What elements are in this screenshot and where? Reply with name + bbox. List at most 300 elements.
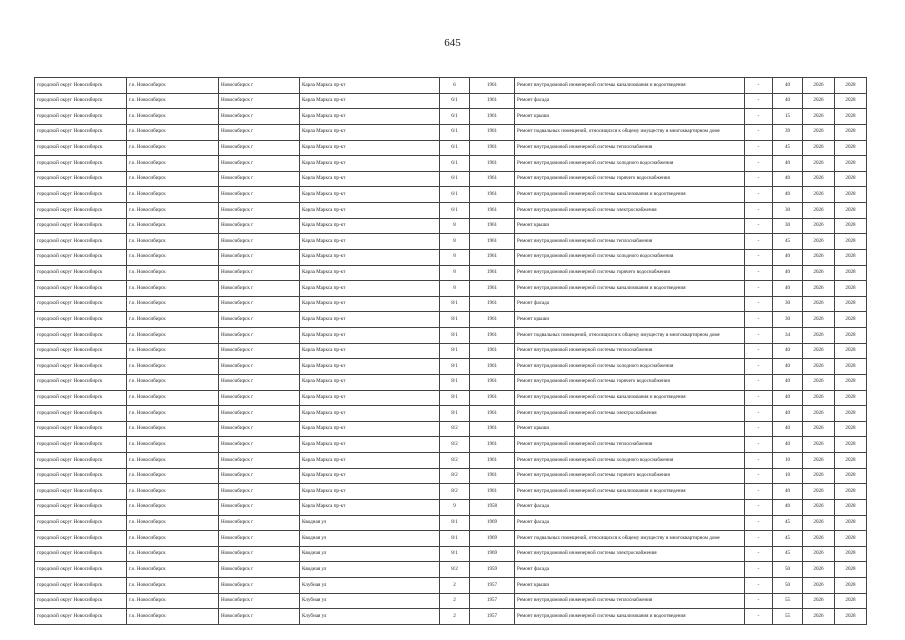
end-year-cell: 2028 xyxy=(835,593,867,609)
end-year-cell: 2028 xyxy=(835,218,867,234)
settlement-cell: Новосибирск г xyxy=(219,140,300,156)
table-row xyxy=(35,421,867,437)
start-year-cell: 2026 xyxy=(803,312,835,328)
street-cell: Карла Маркса пр-кт xyxy=(300,499,440,515)
district-cell: г.о. Новосибирск xyxy=(127,453,219,469)
end-year-cell: 2028 xyxy=(835,281,867,297)
build-year-cell: 1961 xyxy=(470,406,515,422)
work-type-cell: Ремонт внутридомовой инженерной системы электроснабжения xyxy=(515,546,745,562)
municipality-cell: городской округ Новосибирск xyxy=(35,390,127,406)
street-cell: Карла Маркса пр-кт xyxy=(300,171,440,187)
settlement-cell: Новосибирск г xyxy=(219,203,300,219)
district-cell: г.о. Новосибирск xyxy=(127,328,219,344)
work-type-cell: Ремонт крыши xyxy=(515,312,745,328)
house-number-cell: 6 xyxy=(440,78,470,94)
build-year-cell: 1961 xyxy=(470,109,515,125)
district-cell: г.о. Новосибирск xyxy=(127,249,219,265)
street-cell: Кводная ул xyxy=(300,531,440,547)
percent-cell: 30 xyxy=(773,312,803,328)
district-cell: г.о. Новосибирск xyxy=(127,437,219,453)
end-year-cell: 2028 xyxy=(835,343,867,359)
end-year-cell: 2028 xyxy=(835,515,867,531)
municipality-cell: городской округ Новосибирск xyxy=(35,78,127,94)
end-year-cell: 2028 xyxy=(835,187,867,203)
settlement-cell: Новосибирск г xyxy=(219,78,300,94)
district-cell: г.о. Новосибирск xyxy=(127,234,219,250)
work-type-cell: Ремонт крыши xyxy=(515,578,745,594)
start-year-cell: 2026 xyxy=(803,531,835,547)
house-number-cell: 6/1 xyxy=(440,109,470,125)
start-year-cell: 2026 xyxy=(803,171,835,187)
table-row xyxy=(35,203,867,219)
percent-cell: 40 xyxy=(773,499,803,515)
percent-cell: 40 xyxy=(773,281,803,297)
start-year-cell: 2026 xyxy=(803,140,835,156)
end-year-cell: 2028 xyxy=(835,249,867,265)
house-number-cell: 8 xyxy=(440,218,470,234)
municipality-cell: городской округ Новосибирск xyxy=(35,187,127,203)
table-row xyxy=(35,593,867,609)
district-cell: г.о. Новосибирск xyxy=(127,531,219,547)
district-cell: г.о. Новосибирск xyxy=(127,484,219,500)
end-year-cell: 2028 xyxy=(835,109,867,125)
build-year-cell: 1961 xyxy=(470,203,515,219)
street-cell: Карла Маркса пр-кт xyxy=(300,187,440,203)
end-year-cell: 2028 xyxy=(835,234,867,250)
percent-cell: 40 xyxy=(773,78,803,94)
municipality-cell: городской округ Новосибирск xyxy=(35,203,127,219)
start-year-cell: 2026 xyxy=(803,203,835,219)
settlement-cell: Новосибирск г xyxy=(219,359,300,375)
end-year-cell: 2028 xyxy=(835,359,867,375)
percent-cell: 40 xyxy=(773,343,803,359)
end-year-cell: 2028 xyxy=(835,328,867,344)
municipality-cell: городской округ Новосибирск xyxy=(35,359,127,375)
table-row xyxy=(35,124,867,140)
settlement-cell: Новосибирск г xyxy=(219,281,300,297)
work-type-cell: Ремонт внутридомовой инженерной системы холодного водоснабжения xyxy=(515,359,745,375)
placeholder-cell: - xyxy=(745,374,773,390)
street-cell: Карла Маркса пр-кт xyxy=(300,374,440,390)
percent-cell: 50 xyxy=(773,578,803,594)
start-year-cell: 2026 xyxy=(803,124,835,140)
percent-cell: 10 xyxy=(773,468,803,484)
build-year-cell: 1961 xyxy=(470,140,515,156)
placeholder-cell: - xyxy=(745,93,773,109)
settlement-cell: Новосибирск г xyxy=(219,453,300,469)
table-row xyxy=(35,499,867,515)
house-number-cell: 8/1 xyxy=(440,296,470,312)
start-year-cell: 2026 xyxy=(803,406,835,422)
start-year-cell: 2026 xyxy=(803,249,835,265)
settlement-cell: Новосибирск г xyxy=(219,593,300,609)
district-cell: г.о. Новосибирск xyxy=(127,515,219,531)
build-year-cell: 1961 xyxy=(470,218,515,234)
street-cell: Карла Маркса пр-кт xyxy=(300,265,440,281)
work-type-cell: Ремонт внутридомовой инженерной системы теплоснабжения xyxy=(515,343,745,359)
end-year-cell: 2028 xyxy=(835,312,867,328)
end-year-cell: 2028 xyxy=(835,390,867,406)
municipality-cell: городской округ Новосибирск xyxy=(35,234,127,250)
percent-cell: 39 xyxy=(773,124,803,140)
house-number-cell: 6/1 xyxy=(440,203,470,219)
start-year-cell: 2026 xyxy=(803,484,835,500)
work-type-cell: Ремонт внутридомовой инженерной системы теплоснабжения xyxy=(515,437,745,453)
start-year-cell: 2026 xyxy=(803,499,835,515)
street-cell: Карла Маркса пр-кт xyxy=(300,406,440,422)
work-type-cell: Ремонт фасада xyxy=(515,515,745,531)
settlement-cell: Новосибирск г xyxy=(219,437,300,453)
municipality-cell: городской округ Новосибирск xyxy=(35,546,127,562)
settlement-cell: Новосибирск г xyxy=(219,484,300,500)
settlement-cell: Новосибирск г xyxy=(219,515,300,531)
municipality-cell: городской округ Новосибирск xyxy=(35,265,127,281)
build-year-cell: 1961 xyxy=(470,281,515,297)
house-number-cell: 8/1 xyxy=(440,328,470,344)
municipality-cell: городской округ Новосибирск xyxy=(35,515,127,531)
start-year-cell: 2026 xyxy=(803,437,835,453)
house-number-cell: 8/1 xyxy=(440,515,470,531)
house-number-cell: 8/1 xyxy=(440,312,470,328)
table-row xyxy=(35,546,867,562)
municipality-cell: городской округ Новосибирск xyxy=(35,562,127,578)
work-type-cell: Ремонт крыши xyxy=(515,421,745,437)
municipality-cell: городской округ Новосибирск xyxy=(35,578,127,594)
district-cell: г.о. Новосибирск xyxy=(127,93,219,109)
settlement-cell: Новосибирск г xyxy=(219,171,300,187)
street-cell: Клубная ул xyxy=(300,593,440,609)
street-cell: Карла Маркса пр-кт xyxy=(300,124,440,140)
work-type-cell: Ремонт фасада xyxy=(515,296,745,312)
start-year-cell: 2026 xyxy=(803,374,835,390)
street-cell: Карла Маркса пр-кт xyxy=(300,296,440,312)
house-number-cell: 8/2 xyxy=(440,421,470,437)
percent-cell: 30 xyxy=(773,296,803,312)
district-cell: г.о. Новосибирск xyxy=(127,124,219,140)
settlement-cell: Новосибирск г xyxy=(219,343,300,359)
start-year-cell: 2026 xyxy=(803,265,835,281)
placeholder-cell: - xyxy=(745,140,773,156)
municipality-cell: городской округ Новосибирск xyxy=(35,437,127,453)
end-year-cell: 2028 xyxy=(835,499,867,515)
percent-cell: 45 xyxy=(773,140,803,156)
work-type-cell: Ремонт внутридомовой инженерной системы канализования и водоотведения xyxy=(515,78,745,94)
build-year-cell: 1961 xyxy=(470,78,515,94)
work-type-cell: Ремонт внутридомовой инженерной системы канализования и водоотведения xyxy=(515,484,745,500)
placeholder-cell: - xyxy=(745,421,773,437)
placeholder-cell: - xyxy=(745,78,773,94)
placeholder-cell: - xyxy=(745,281,773,297)
end-year-cell: 2028 xyxy=(835,546,867,562)
house-number-cell: 2 xyxy=(440,578,470,594)
end-year-cell: 2028 xyxy=(835,93,867,109)
build-year-cell: 1969 xyxy=(470,546,515,562)
placeholder-cell: - xyxy=(745,453,773,469)
work-type-cell: Ремонт подвальных помещений, относящихся к общему имуществу в многоквартирном доме xyxy=(515,124,745,140)
settlement-cell: Новосибирск г xyxy=(219,374,300,390)
table-row xyxy=(35,265,867,281)
street-cell: Карла Маркса пр-кт xyxy=(300,234,440,250)
end-year-cell: 2028 xyxy=(835,437,867,453)
house-number-cell: 8 xyxy=(440,281,470,297)
end-year-cell: 2028 xyxy=(835,609,867,625)
district-cell: г.о. Новосибирск xyxy=(127,421,219,437)
street-cell: Карла Маркса пр-кт xyxy=(300,93,440,109)
work-type-cell: Ремонт внутридомовой инженерной системы канализования и водоотведения xyxy=(515,390,745,406)
table-row xyxy=(35,156,867,172)
build-year-cell: 1957 xyxy=(470,593,515,609)
build-year-cell: 1957 xyxy=(470,609,515,625)
table-row xyxy=(35,578,867,594)
start-year-cell: 2026 xyxy=(803,562,835,578)
table-row xyxy=(35,359,867,375)
municipality-cell: городской округ Новосибирск xyxy=(35,156,127,172)
municipality-cell: городской округ Новосибирск xyxy=(35,312,127,328)
placeholder-cell: - xyxy=(745,312,773,328)
municipality-cell: городской округ Новосибирск xyxy=(35,609,127,625)
end-year-cell: 2028 xyxy=(835,468,867,484)
table-row xyxy=(35,328,867,344)
placeholder-cell: - xyxy=(745,515,773,531)
placeholder-cell: - xyxy=(745,359,773,375)
placeholder-cell: - xyxy=(745,109,773,125)
placeholder-cell: - xyxy=(745,499,773,515)
street-cell: Кводная ул xyxy=(300,562,440,578)
placeholder-cell: - xyxy=(745,171,773,187)
street-cell: Карла Маркса пр-кт xyxy=(300,312,440,328)
table-row xyxy=(35,609,867,625)
start-year-cell: 2026 xyxy=(803,187,835,203)
settlement-cell: Новосибирск г xyxy=(219,93,300,109)
house-number-cell: 8/1 xyxy=(440,359,470,375)
house-number-cell: 8/2 xyxy=(440,562,470,578)
placeholder-cell: - xyxy=(745,484,773,500)
placeholder-cell: - xyxy=(745,156,773,172)
start-year-cell: 2026 xyxy=(803,343,835,359)
work-type-cell: Ремонт внутридомовой инженерной системы канализования и водоотведения xyxy=(515,281,745,297)
start-year-cell: 2026 xyxy=(803,109,835,125)
municipality-cell: городской округ Новосибирск xyxy=(35,499,127,515)
street-cell: Карла Маркса пр-кт xyxy=(300,249,440,265)
end-year-cell: 2028 xyxy=(835,531,867,547)
street-cell: Клубная ул xyxy=(300,578,440,594)
settlement-cell: Новосибирск г xyxy=(219,421,300,437)
build-year-cell: 1961 xyxy=(470,421,515,437)
end-year-cell: 2028 xyxy=(835,453,867,469)
street-cell: Карла Маркса пр-кт xyxy=(300,203,440,219)
district-cell: г.о. Новосибирск xyxy=(127,593,219,609)
house-number-cell: 6/1 xyxy=(440,156,470,172)
street-cell: Карла Маркса пр-кт xyxy=(300,281,440,297)
build-year-cell: 1961 xyxy=(470,265,515,281)
settlement-cell: Новосибирск г xyxy=(219,249,300,265)
house-number-cell: 8 xyxy=(440,249,470,265)
table-row xyxy=(35,437,867,453)
build-year-cell: 1961 xyxy=(470,468,515,484)
district-cell: г.о. Новосибирск xyxy=(127,390,219,406)
street-cell: Карла Маркса пр-кт xyxy=(300,468,440,484)
percent-cell: 40 xyxy=(773,359,803,375)
percent-cell: 40 xyxy=(773,156,803,172)
start-year-cell: 2026 xyxy=(803,578,835,594)
start-year-cell: 2026 xyxy=(803,421,835,437)
settlement-cell: Новосибирск г xyxy=(219,265,300,281)
percent-cell: 40 xyxy=(773,406,803,422)
district-cell: г.о. Новосибирск xyxy=(127,78,219,94)
placeholder-cell: - xyxy=(745,468,773,484)
street-cell: Карла Маркса пр-кт xyxy=(300,343,440,359)
percent-cell: 40 xyxy=(773,93,803,109)
street-cell: Карла Маркса пр-кт xyxy=(300,156,440,172)
district-cell: г.о. Новосибирск xyxy=(127,374,219,390)
build-year-cell: 1961 xyxy=(470,234,515,250)
district-cell: г.о. Новосибирск xyxy=(127,312,219,328)
placeholder-cell: - xyxy=(745,531,773,547)
start-year-cell: 2026 xyxy=(803,390,835,406)
build-year-cell: 1961 xyxy=(470,296,515,312)
placeholder-cell: - xyxy=(745,578,773,594)
work-type-cell: Ремонт внутридомовой инженерной системы электроснабжения xyxy=(515,203,745,219)
street-cell: Кводная ул xyxy=(300,515,440,531)
start-year-cell: 2026 xyxy=(803,546,835,562)
municipality-cell: городской округ Новосибирск xyxy=(35,171,127,187)
table-row xyxy=(35,93,867,109)
end-year-cell: 2028 xyxy=(835,265,867,281)
start-year-cell: 2026 xyxy=(803,281,835,297)
house-number-cell: 2 xyxy=(440,609,470,625)
district-cell: г.о. Новосибирск xyxy=(127,546,219,562)
house-number-cell: 6/1 xyxy=(440,140,470,156)
district-cell: г.о. Новосибирск xyxy=(127,499,219,515)
settlement-cell: Новосибирск г xyxy=(219,499,300,515)
percent-cell: 55 xyxy=(773,609,803,625)
municipality-cell: городской округ Новосибирск xyxy=(35,281,127,297)
municipality-cell: городской округ Новосибирск xyxy=(35,93,127,109)
table-row xyxy=(35,171,867,187)
district-cell: г.о. Новосибирск xyxy=(127,406,219,422)
table-row xyxy=(35,109,867,125)
percent-cell: 45 xyxy=(773,515,803,531)
municipality-cell: городской округ Новосибирск xyxy=(35,218,127,234)
build-year-cell: 1957 xyxy=(470,578,515,594)
table-row xyxy=(35,296,867,312)
table-row xyxy=(35,468,867,484)
district-cell: г.о. Новосибирск xyxy=(127,156,219,172)
house-number-cell: 8/1 xyxy=(440,343,470,359)
placeholder-cell: - xyxy=(745,218,773,234)
build-year-cell: 1959 xyxy=(470,562,515,578)
district-cell: г.о. Новосибирск xyxy=(127,281,219,297)
page-number: 645 xyxy=(444,37,461,49)
work-type-cell: Ремонт внутридомовой инженерной системы горячего водоснабжения xyxy=(515,374,745,390)
percent-cell: 45 xyxy=(773,531,803,547)
district-cell: г.о. Новосибирск xyxy=(127,171,219,187)
build-year-cell: 1958 xyxy=(470,499,515,515)
district-cell: г.о. Новосибирск xyxy=(127,343,219,359)
placeholder-cell: - xyxy=(745,265,773,281)
end-year-cell: 2028 xyxy=(835,156,867,172)
district-cell: г.о. Новосибирск xyxy=(127,359,219,375)
placeholder-cell: - xyxy=(745,437,773,453)
build-year-cell: 1961 xyxy=(470,124,515,140)
district-cell: г.о. Новосибирск xyxy=(127,203,219,219)
percent-cell: 40 xyxy=(773,171,803,187)
start-year-cell: 2026 xyxy=(803,93,835,109)
table-row xyxy=(35,453,867,469)
house-number-cell: 8/1 xyxy=(440,546,470,562)
placeholder-cell: - xyxy=(745,249,773,265)
percent-cell: 30 xyxy=(773,203,803,219)
settlement-cell: Новосибирск г xyxy=(219,609,300,625)
end-year-cell: 2028 xyxy=(835,578,867,594)
start-year-cell: 2026 xyxy=(803,328,835,344)
table-row xyxy=(35,390,867,406)
percent-cell: 40 xyxy=(773,484,803,500)
table-row xyxy=(35,312,867,328)
build-year-cell: 1961 xyxy=(470,328,515,344)
placeholder-cell: - xyxy=(745,187,773,203)
house-number-cell: 8 xyxy=(440,265,470,281)
work-type-cell: Ремонт внутридомовой инженерной системы канализования и водоотведения xyxy=(515,609,745,625)
settlement-cell: Новосибирск г xyxy=(219,546,300,562)
table-row xyxy=(35,140,867,156)
work-type-cell: Ремонт внутридомовой инженерной системы теплоснабжения xyxy=(515,593,745,609)
placeholder-cell: - xyxy=(745,609,773,625)
start-year-cell: 2026 xyxy=(803,156,835,172)
work-type-cell: Ремонт внутридомовой инженерной системы горячего водоснабжения xyxy=(515,468,745,484)
house-number-cell: 6/1 xyxy=(440,124,470,140)
start-year-cell: 2026 xyxy=(803,234,835,250)
street-cell: Карла Маркса пр-кт xyxy=(300,421,440,437)
start-year-cell: 2026 xyxy=(803,593,835,609)
placeholder-cell: - xyxy=(745,296,773,312)
placeholder-cell: - xyxy=(745,562,773,578)
percent-cell: 45 xyxy=(773,546,803,562)
settlement-cell: Новосибирск г xyxy=(219,390,300,406)
table-row xyxy=(35,406,867,422)
placeholder-cell: - xyxy=(745,203,773,219)
settlement-cell: Новосибирск г xyxy=(219,296,300,312)
district-cell: г.о. Новосибирск xyxy=(127,109,219,125)
street-cell: Карла Маркса пр-кт xyxy=(300,109,440,125)
street-cell: Карла Маркса пр-кт xyxy=(300,453,440,469)
settlement-cell: Новосибирск г xyxy=(219,156,300,172)
municipality-cell: городской округ Новосибирск xyxy=(35,343,127,359)
table-row xyxy=(35,281,867,297)
settlement-cell: Новосибирск г xyxy=(219,234,300,250)
work-type-cell: Ремонт внутридомовой инженерной системы теплоснабжения xyxy=(515,140,745,156)
municipality-cell: городской округ Новосибирск xyxy=(35,249,127,265)
municipality-cell: городской округ Новосибирск xyxy=(35,109,127,125)
percent-cell: 50 xyxy=(773,562,803,578)
table-row xyxy=(35,234,867,250)
build-year-cell: 1961 xyxy=(470,93,515,109)
build-year-cell: 1961 xyxy=(470,171,515,187)
district-cell: г.о. Новосибирск xyxy=(127,468,219,484)
settlement-cell: Новосибирск г xyxy=(219,406,300,422)
street-cell: Карла Маркса пр-кт xyxy=(300,78,440,94)
street-cell: Клубная ул xyxy=(300,609,440,625)
district-cell: г.о. Новосибирск xyxy=(127,562,219,578)
build-year-cell: 1961 xyxy=(470,374,515,390)
house-number-cell: 8/2 xyxy=(440,437,470,453)
house-number-cell: 6/1 xyxy=(440,171,470,187)
start-year-cell: 2026 xyxy=(803,453,835,469)
district-cell: г.о. Новосибирск xyxy=(127,578,219,594)
percent-cell: 40 xyxy=(773,249,803,265)
table-row xyxy=(35,562,867,578)
start-year-cell: 2026 xyxy=(803,468,835,484)
